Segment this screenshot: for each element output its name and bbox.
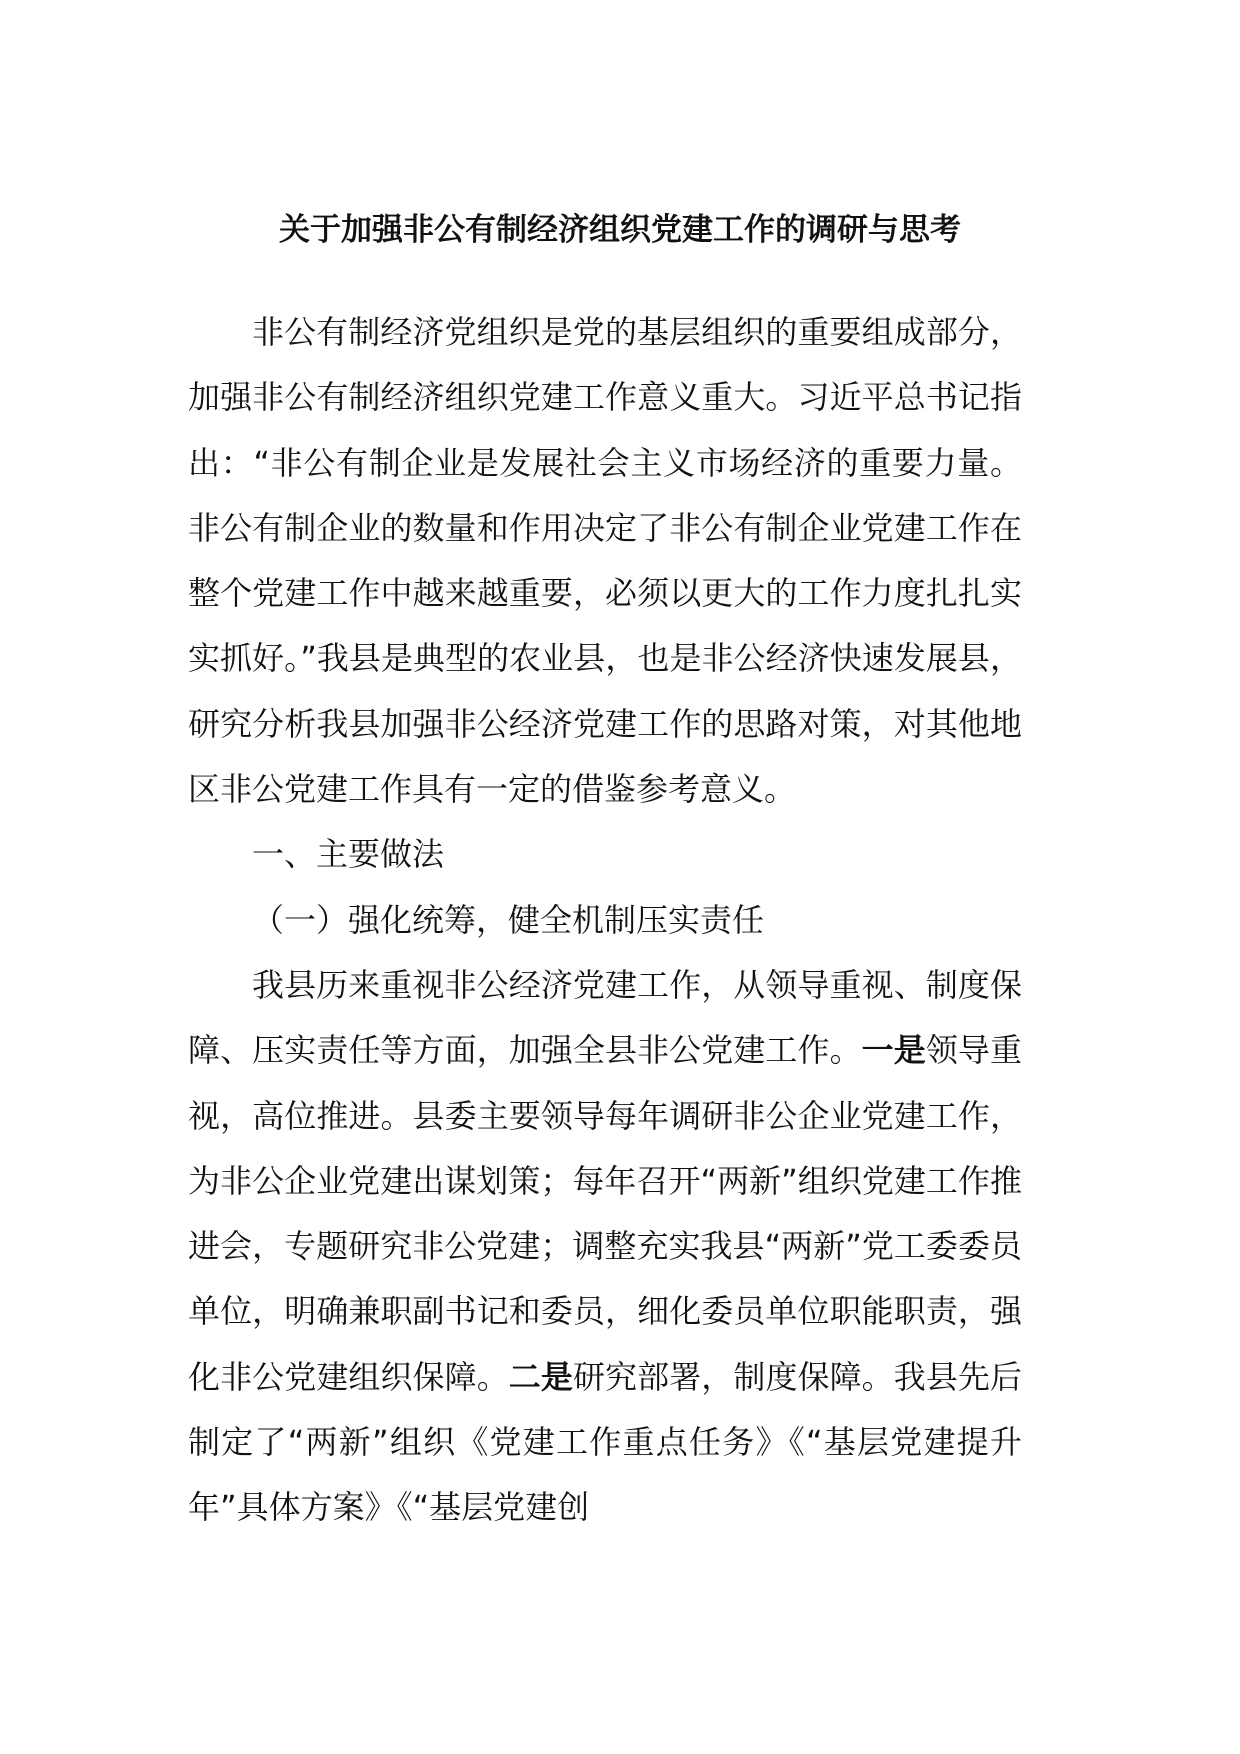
intro-paragraph: 非公有制经济党组织是党的基层组织的重要组成部分，加强非公有制经济组织党建工作意义重大。习近平总书记指出：“非公有制企业是发展社会主义市场经济的重要力量。非公有制企业的数量和作用决定了非公有制企业党建工作在整个党建工作中越来越重要，必须以更大的工作力度扎扎实实抓好。”我县是典型的农业县，也是非公经济快速发展县，研究分析我县加强非公经济党建工作的思路对策，对其他地区非公党建工作具有一定的借鉴参考意义。 (188, 313, 1022, 809)
subsection-heading: （一）强化统筹，健全机制压实责任 (252, 900, 765, 939)
bold-marker-first: 一是 (861, 1031, 926, 1070)
document-body (188, 300, 1022, 1541)
body-text-part-1: 我县历来重视非公经济党建工作，从领导重视、制度保障、压实责任等方面，加强全县非公党建工作。 (188, 965, 1022, 1070)
body-paragraph (188, 953, 1022, 1541)
body-text-part-3: 研究部署，制度保障。我县先后制定了“两新”组织《党建工作重点任务》《“基层党建提升年”具体方案》《“基层党建创 (188, 1357, 1022, 1527)
section-heading: 一、主要做法 (252, 835, 445, 874)
bold-marker-second: 二是 (508, 1357, 573, 1396)
body-text-part-2: 领导重视，高位推进。县委主要领导每年调研非公企业党建工作，为非公企业党建出谋划策；每年召开“两新”组织党建工作推进会，专题研究非公党建；调整充实我县“两新”党工委委员单位，明确兼职副书记和委员，细化委员单位职能职责，强化非公党建组织保障。 (188, 1031, 1022, 1396)
document-title: 关于加强非公有制经济组织党建工作的调研与思考 (279, 212, 961, 248)
